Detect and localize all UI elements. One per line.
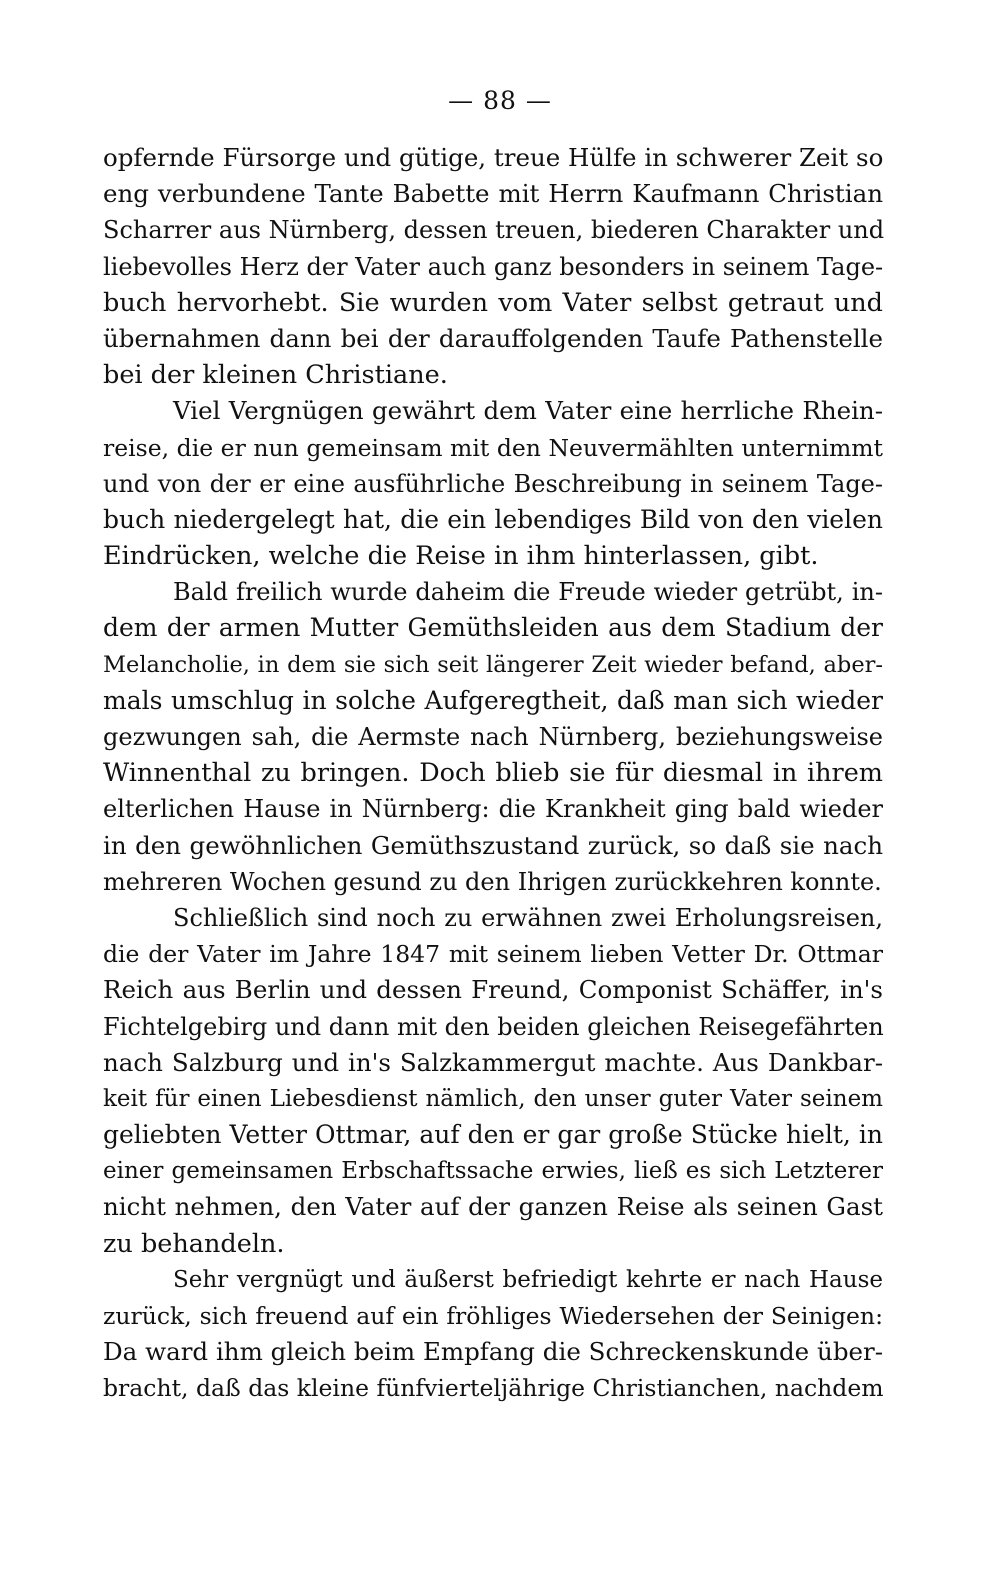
paragraph xyxy=(103,1262,883,1407)
text-line: opfernde Fürsorge und gütige, treue Hülfe in schwerer Zeit so xyxy=(103,143,884,172)
text-line: Bald freilich wurde daheim die Freude wieder getrübt, in- xyxy=(173,578,883,607)
text-line: geliebten Vetter Ottmar, auf den er gar große Stücke hielt, in xyxy=(103,1120,883,1150)
text-line: elterlichen Hause in Nürnberg: die Krankheit ging bald wieder xyxy=(103,795,883,824)
text-line: Melancholie, in dem sie sich seit längerer Zeit wieder befand, aber- xyxy=(103,651,883,678)
text-line: nach Salzburg und in's Salzkammergut machte. Aus Dankbar- xyxy=(103,1047,883,1077)
text-line: Schließlich sind noch zu erwähnen zwei Erholungsreisen, xyxy=(173,903,883,932)
text-line: bei der kleinen Christiane. xyxy=(103,360,448,391)
text-line: die der Vater im Jahre 1847 mit seinem lieben Vetter Dr. Ottmar xyxy=(103,940,883,969)
paragraph xyxy=(103,140,883,393)
text-line: dem der armen Mutter Gemüthsleiden aus dem Stadium der xyxy=(103,613,883,643)
text-line: reise, die er nun gemeinsam mit den Neuvermählten unternimmt xyxy=(103,433,883,462)
text-line: übernahmen dann bei der darauffolgenden Taufe Pathenstelle xyxy=(103,323,883,353)
text-line: Fichtelgebirg und dann mit den beiden gleichen Reisegefährten xyxy=(103,1012,884,1041)
text-line: keit für einen Liebesdienst nämlich, den unser guter Vater seinem xyxy=(103,1085,883,1112)
paragraph xyxy=(103,574,883,900)
text-line: buch niedergelegt hat, die ein lebendiges Bild von den vielen xyxy=(103,504,883,534)
text-line: und von der er eine ausführliche Beschreibung in seinem Tage- xyxy=(103,469,883,498)
text-line: Viel Vergnügen gewährt dem Vater eine herrliche Rhein- xyxy=(173,396,883,426)
text-line: liebevolles Herz der Vater auch ganz besonders in seinem Tage- xyxy=(103,252,884,281)
text-line: eng verbundene Tante Babette mit Herrn Kaufmann Christian xyxy=(103,179,883,209)
page-number: — 88 — xyxy=(448,86,552,115)
text-line: mehreren Wochen gesund zu den Ihrigen zurückkehren konnte. xyxy=(103,867,882,896)
text-line: zurück, sich freuend auf ein fröhliges Wiedersehen der Seinigen: xyxy=(103,1302,883,1330)
text-line: gezwungen sah, die Aermste nach Nürnberg, beziehungsweise xyxy=(103,723,883,751)
text-line: Da ward ihm gleich beim Empfang die Schreckenskunde über- xyxy=(103,1337,883,1367)
text-line: in den gewöhnlichen Gemüthszustand zurück, so daß sie nach xyxy=(103,830,883,860)
text-line: nicht nehmen, den Vater auf der ganzen Reise als seinen Gast xyxy=(103,1192,883,1222)
text-line: bracht, daß das kleine fünfvierteljährige Christianchen, nachdem xyxy=(103,1374,884,1403)
text-line: einer gemeinsamen Erbschaftssache erwies, ließ es sich Letzterer xyxy=(103,1158,883,1185)
text-line: buch hervorhebt. Sie wurden vom Vater selbst getraut und xyxy=(103,287,883,318)
text-line: Scharrer aus Nürnberg, dessen treuen, biederen Charakter und xyxy=(103,216,885,245)
text-line: zu behandeln. xyxy=(103,1228,285,1259)
paragraph xyxy=(103,393,883,574)
text-line: Sehr vergnügt und äußerst befriedigt kehrte er nach Hause xyxy=(173,1266,883,1293)
text-line: mals umschlug in solche Aufgeregtheit, daß man sich wieder xyxy=(103,685,883,715)
text-line: Reich aus Berlin und dessen Freund, Componist Schäffer, in's xyxy=(103,975,883,1005)
body-text xyxy=(103,140,883,1407)
text-line: Eindrücken, welche die Reise in ihm hinterlassen, gibt. xyxy=(103,541,819,572)
text-line: Winnenthal zu bringen. Doch blieb sie für diesmal in ihrem xyxy=(103,758,883,789)
paragraph xyxy=(103,900,883,1262)
